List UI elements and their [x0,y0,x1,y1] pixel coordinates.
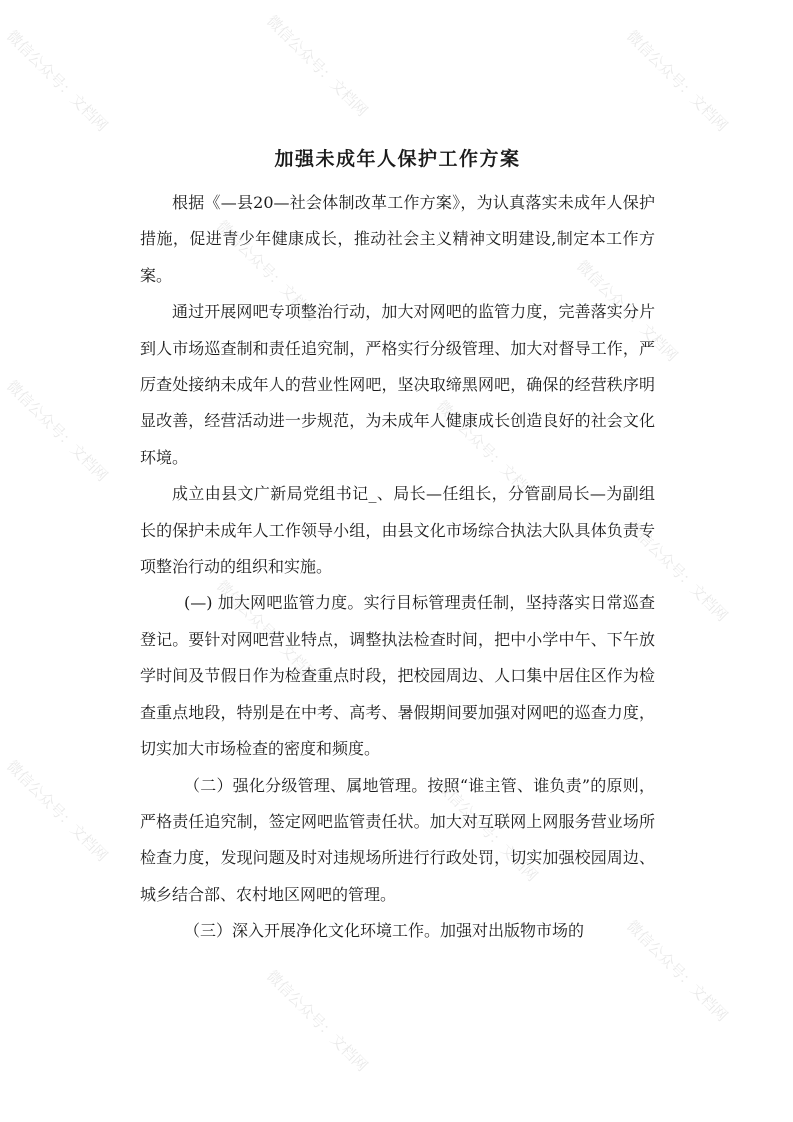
document-title: 加强未成年人保护工作方案 [274,148,521,170]
watermark-text: 微信公众号：文档网 [623,916,732,1025]
watermark-text: 微信公众号：文档网 [3,756,112,865]
paragraph-measure-1: (—) 加大网吧监管力度。实行目标管理责任制，坚持落实日常巡查登记。要针对网吧营业特点，调整执法检查时间，把中小学中午、下午放学时间及节假日作为检查重点时段，把校园周边、人口集中居住区作为检查重点地段，特别是在中考、高考、暑假期间要加强对网吧的巡查力度，切实加大市场检查的密度和频度。 [140,593,655,759]
watermark-text: 微信公众号：文档网 [623,26,732,135]
paragraph-organization: 成立由县文广新局党组书记_、局长—任组长，分管副局长—为副组长的保护未成年人工作领导小组，由县文化市场综合执法大队具体负责专项整治行动的组织和实施。 [140,484,655,577]
paragraph-intro: 根据《—县20—社会体制改革工作方案》，为认真落实未成年人保护措施，促进青少年健康成长，推动社会主义精神文明建设,制定本工作方案。 [140,193,655,285]
watermark-text: 微信公众号：文档网 [433,396,542,505]
watermark-text: 微信公众号：文档网 [433,776,542,885]
document-page [140,140,655,950]
paragraph-measure-3: （三）深入开展净化文化环境工作。加强对出版物市场的 [184,921,585,941]
watermark-text: 微信公众号：文档网 [3,376,112,485]
watermark-text: 微信公众号：文档网 [573,256,682,365]
watermark-text: 微信公众号：文档网 [623,516,732,625]
watermark-text: 微信公众号：文档网 [3,26,112,135]
watermark-text: 微信公众号：文档网 [263,966,372,1075]
paragraph-measure-2: （二）强化分级管理、属地管理。按照“谁主管、谁负责”的原则，严格责任追究制，签定网吧监管责任状。加大对互联网上网服务营业场所检查力度，发现问题及时对违规场所进行行政处罚，切实加强校园周边、城乡结合部、农村地区网吧的管理。 [140,775,655,904]
watermark-text: 微信公众号：文档网 [213,576,322,685]
paragraph-goals: 通过开展网吧专项整治行动，加大对网吧的监管力度，完善落实分片到人市场巡查制和责任追究制，严格实行分级管理、加大对督导工作，严厉查处接纳未成年人的营业性网吧，坚决取缔黑网吧，确保的经营秩序明显改善，经营活动进一步规范，为未成年人健康成长创造良好的社会文化环境。 [140,302,655,467]
watermark-text: 微信公众号：文档网 [263,11,372,120]
watermark-text: 微信公众号：文档网 [213,216,322,325]
